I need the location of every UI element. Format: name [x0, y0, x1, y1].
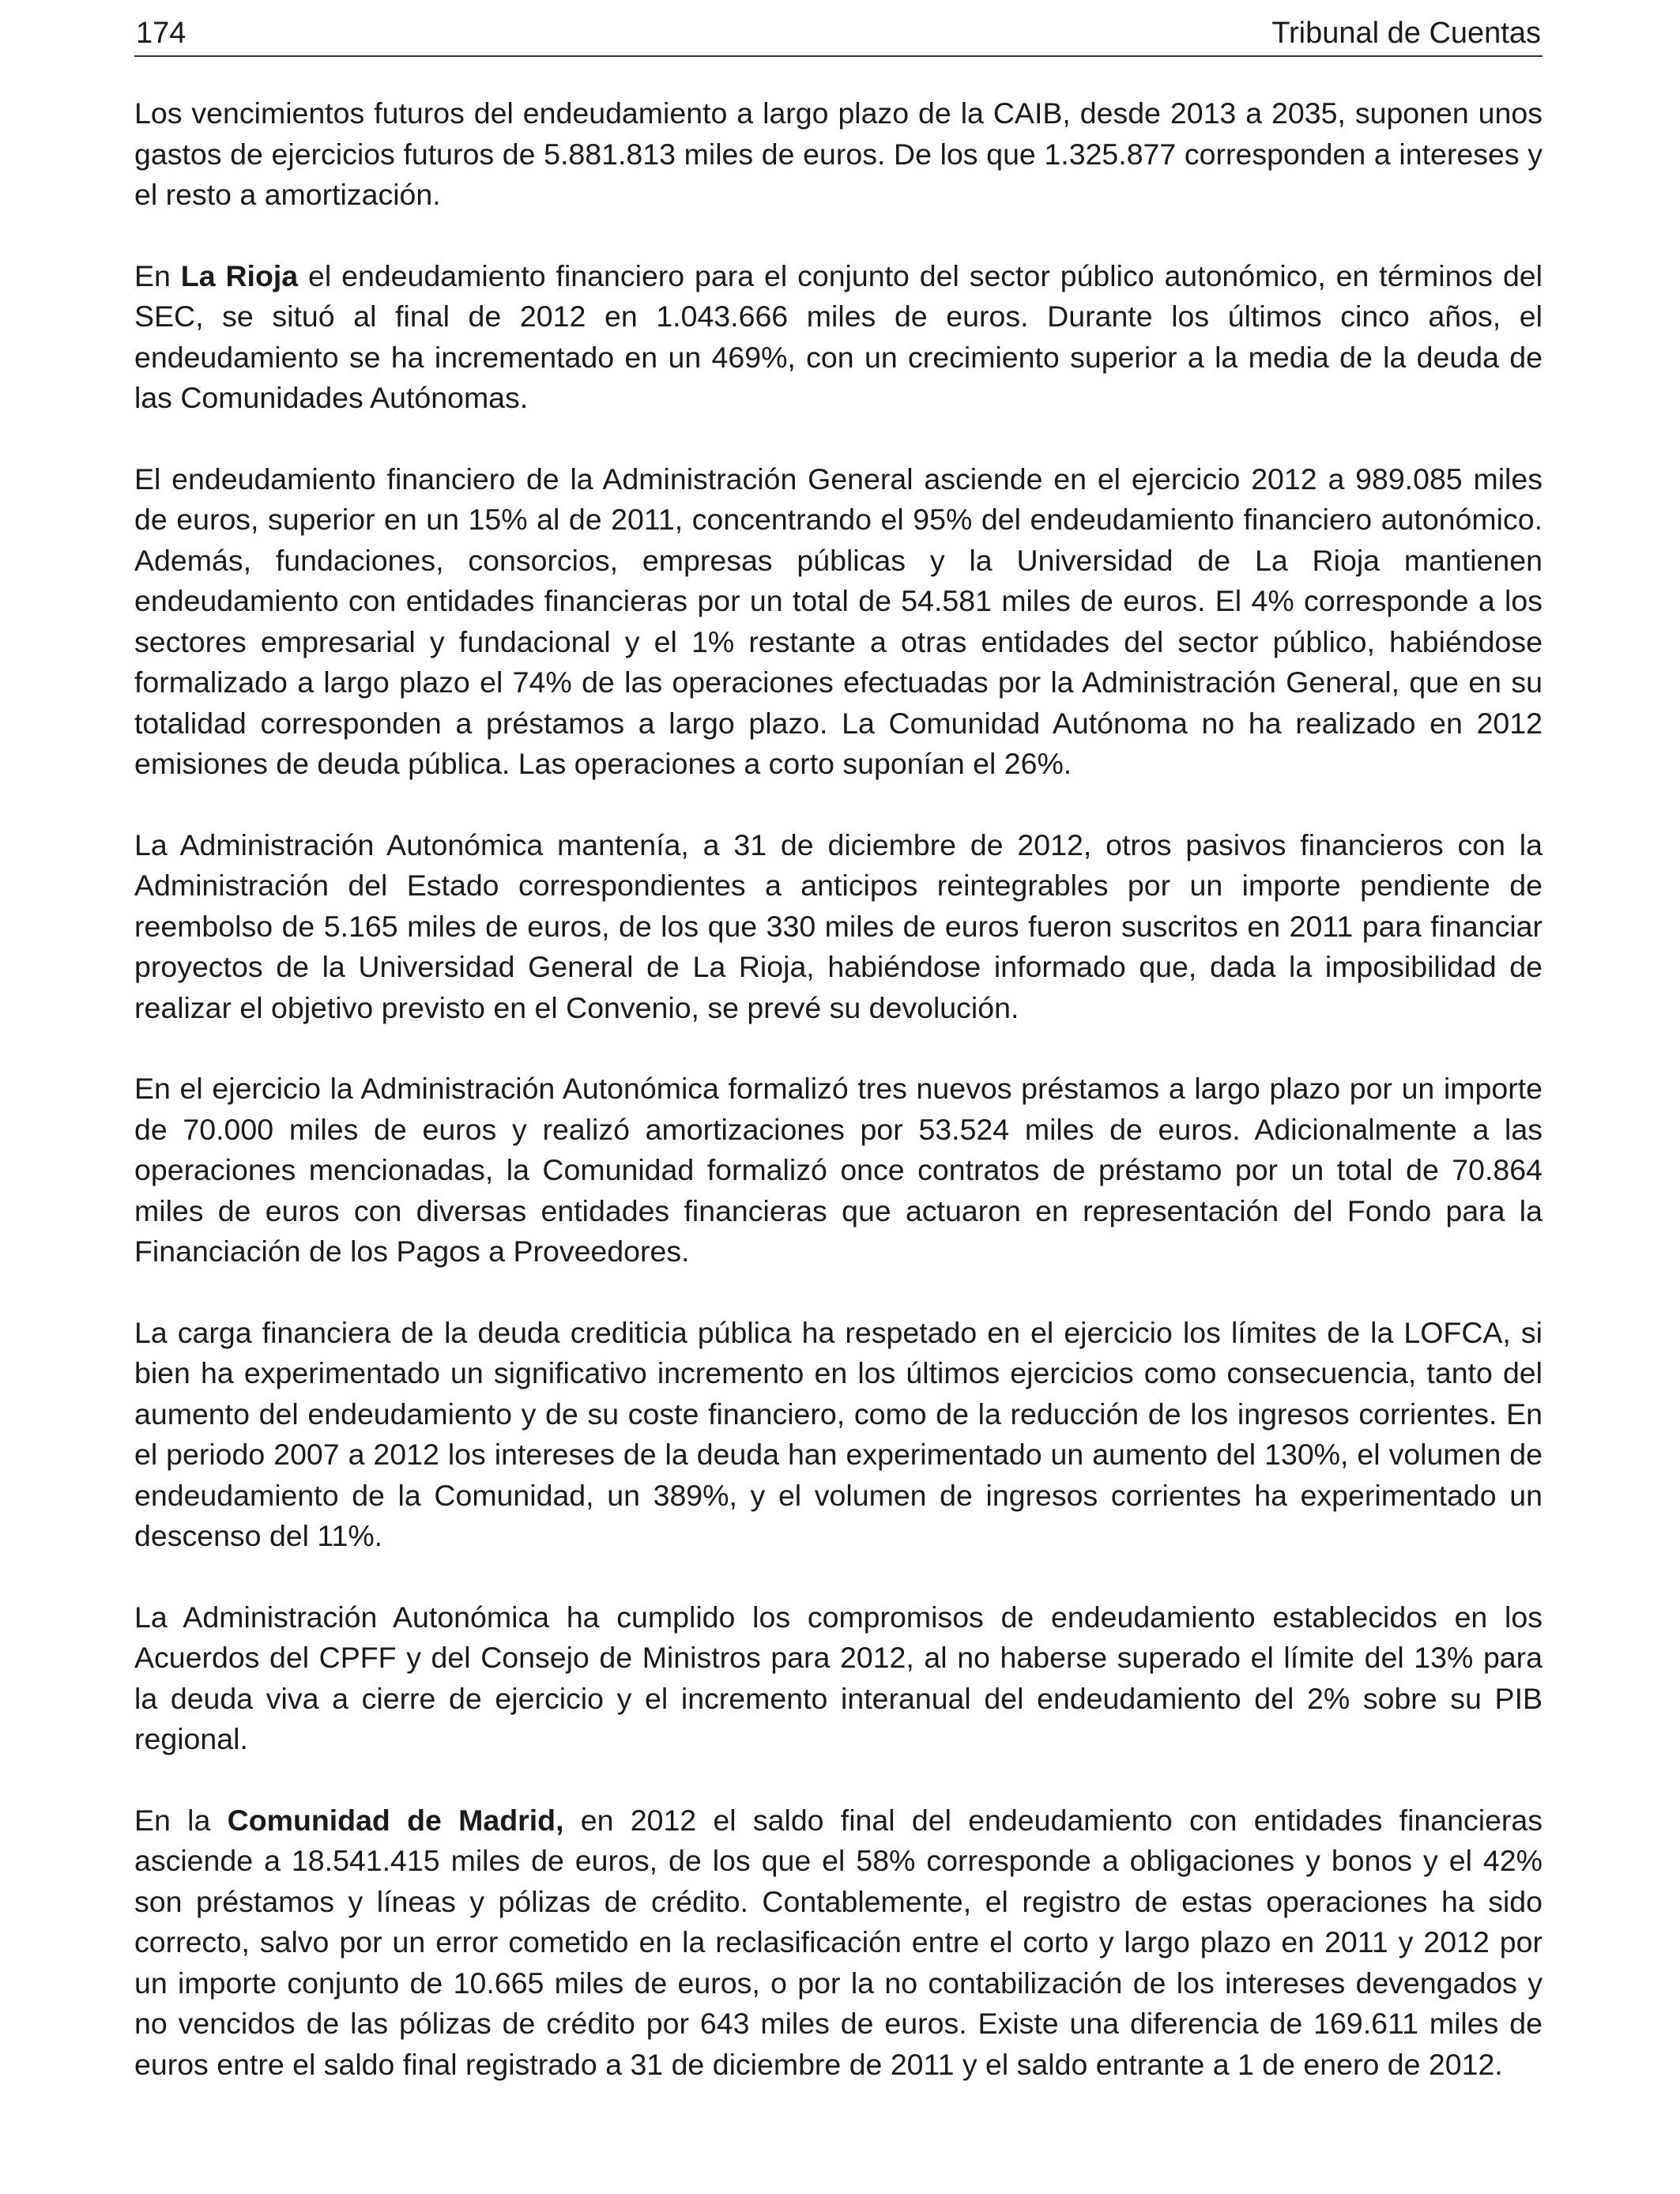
paragraph-new-loans: En el ejercicio la Administración Autonómica formalizó tres nuevos préstamos a largo plazo por un importe de 70.000 miles de euros y realizó amortizaciones por 53.524 miles de euros. Adicionalmente a las operaciones mencionadas, la Comunidad formalizó once contratos de préstamo por un total de 70.864 miles de euros con diversas entidades financieras que actuaron en representación del Fondo para la Financiación de los Pagos a Proveedores. [134, 1072, 1543, 1268]
paragraph-madrid-debt: En la Comunidad de Madrid, en 2012 el saldo final del endeudamiento con entidades financieras asciende a 18.541.415 miles de euros, de los que el 58% corresponde a obligaciones y bonos y el 42% son préstamos y líneas y pólizas de crédito. Contablemente, el registro de estas operaciones ha sido correcto, salvo por un error cometido en la reclasificación entre el corto y largo plazo en 2011 y 2012 por un importe conjunto de 10.665 miles de euros, o por la no contabilización de los intereses devengados y no vencidos de las pólizas de crédito por 643 miles de euros. Existe una diferencia de 169.611 miles de euros entre el saldo final registrado a 31 de diciembre de 2011 y el saldo entrante a 1 de enero de 2012. [134, 1803, 1543, 2081]
paragraph-la-rioja-debt: En La Rioja el endeudamiento financiero para el conjunto del sector público autonómico, en términos del SEC, se situó al final de 2012 en 1.043.666 miles de euros. Durante los últimos cinco años, el endeudamiento se ha incrementado en un 469%, con un crecimiento superior a la media de la deuda de las Comunidades Autónomas. [134, 258, 1543, 414]
paragraph-financial-burden: La carga financiera de la deuda crediticia pública ha respetado en el ejercicio los límites de la LOFCA, si bien ha experimentado un significativo incremento en los últimos ejercicios como consecuencia, tanto del aumento del endeudamiento y de su coste financiero, como de la reducción de los ingresos corrientes. En el periodo 2007 a 2012 los intereses de la deuda han experimentado un aumento del 130%, el volumen de endeudamiento de la Comunidad, un 389%, y el volumen de ingresos corrientes ha experimentado un descenso del 11%. [134, 1315, 1543, 1552]
paragraph-commitments: La Administración Autonómica ha cumplido los compromisos de endeudamiento establecidos en los Acuerdos del CPFF y del Consejo de Ministros para 2012, al no haberse superado el límite del 13% para la deuda viva a cierre de ejercicio y el incremento interanual del endeudamiento del 2% sobre su PIB regional. [134, 1600, 1543, 1755]
page-number: 174 [136, 17, 186, 50]
region-name-madrid: Comunidad de Madrid, [227, 1803, 564, 1837]
paragraph-other-liabilities: La Administración Autonómica mantenía, a 31 de diciembre de 2012, otros pasivos financieros con la Administración del Estado correspondientes a anticipos reintegrables por un importe pendiente de reembolso de 5.165 miles de euros, de los que 330 miles de euros fueron suscritos en 2011 para financiar proyectos de la Universidad General de La Rioja, habiéndose informado que, dada la imposibilidad de realizar el objetivo previsto en el Convenio, se prevé su devolución. [134, 827, 1543, 1024]
region-name-la-rioja: La Rioja [180, 258, 299, 292]
body-text [134, 93, 1543, 2125]
paragraph-general-administration-debt: El endeudamiento financiero de la Administración General asciende en el ejercicio 2012 a 989.085 miles de euros, superior en un 15% al de 2011, concentrando el 95% del endeudamiento financiero autonómico. Además, fundaciones, consorcios, empresas públicas y la Universidad de La Rioja mantienen endeudamiento con entidades financieras por un total de 54.581 miles de euros. El 4% corresponde a los sectores empresarial y fundacional y el 1% restante a otras entidades del sector público, habiéndose formalizado a largo plazo el 74% de las operaciones efectuadas por la Administración General, que en su totalidad corresponden a préstamos a largo plazo. La Comunidad Autónoma no ha realizado en 2012 emisiones de deuda pública. Las operaciones a corto suponían el 26%. [134, 462, 1543, 780]
page-header [134, 14, 1543, 57]
running-title: Tribunal de Cuentas [1271, 17, 1541, 50]
paragraph-caib-maturities: Los vencimientos futuros del endeudamiento a largo plazo de la CAIB, desde 2013 a 2035, suponen unos gastos de ejercicios futuros de 5.881.813 miles de euros. De los que 1.325.877 corresponden a intereses y el resto a amortización. [134, 96, 1543, 211]
